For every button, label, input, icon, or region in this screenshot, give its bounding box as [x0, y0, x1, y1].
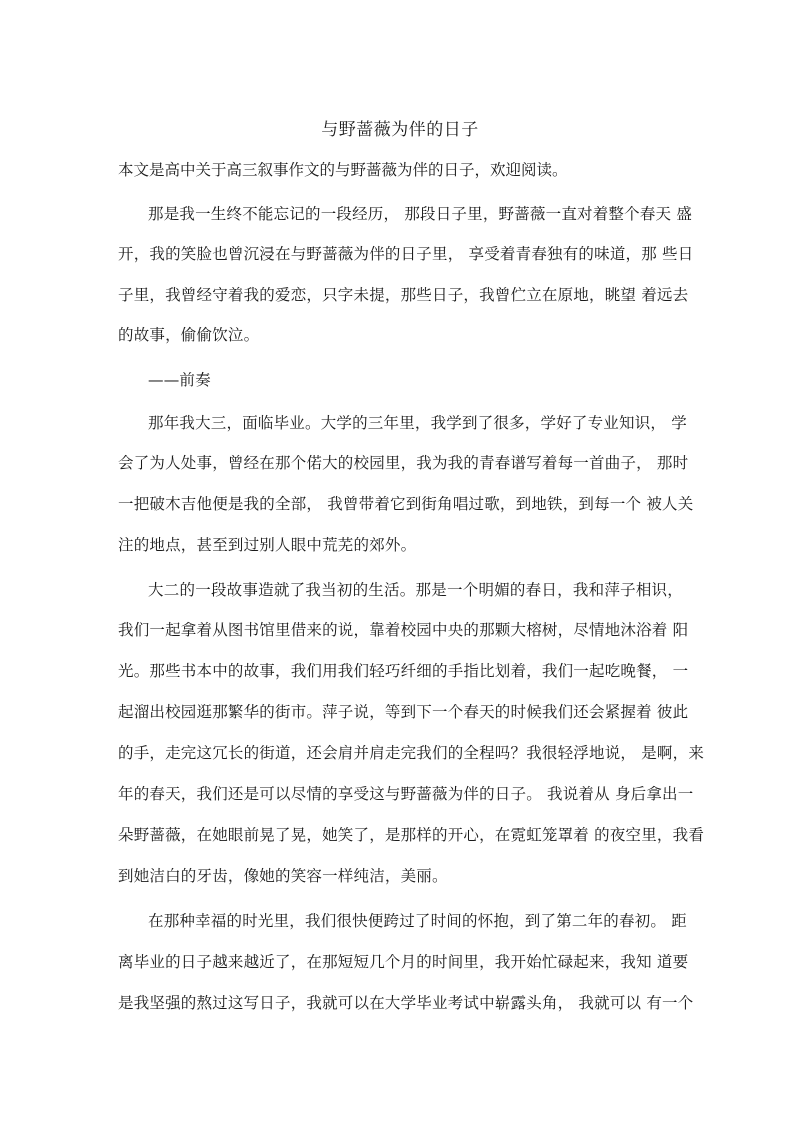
paragraph-line: 大二的一段故事造就了我当初的生活。那是一个明媚的春日，我和萍子相识， — [148, 581, 683, 599]
paragraph-line: 在那种幸福的时光里，我们很快便跨过了时间的怀抱，到了第二年的春初。 距 — [148, 912, 687, 930]
paragraph-line: 那是我一生终不能忘记的一段经历， 那段日子里，野蔷薇一直对着整个春天 盛 — [148, 205, 693, 223]
section-label: ——前奏 — [148, 371, 211, 389]
paragraph-line: 到她洁白的牙齿，像她的笑容一样纯洁，美丽。 — [118, 867, 448, 885]
paragraph-line: 那年我大三，面临毕业。大学的三年里，我学到了很多，学好了专业知识， 学 — [148, 414, 687, 432]
paragraph-line: 起溜出校园逛那繁华的街市。萍子说，等到下一个春天的时候我们还会紧握着 彼此 — [118, 703, 689, 721]
paragraph-line: 朵野蔷薇，在她眼前晃了晃，她笑了，是那样的开心，在霓虹笼罩着 的夜空里，我看 — [118, 826, 705, 844]
paragraph-line: 的手，走完这冗长的街道，还会肩并肩走完我们的全程吗？我很轻浮地说， 是啊，来 — [118, 744, 705, 762]
paragraph-line: 光。那些书本中的故事，我们用我们轻巧纤细的手指比划着，我们一起吃晚餐， 一 — [118, 662, 689, 680]
paragraph-line: 开，我的笑脸也曾沉浸在与野蔷薇为伴的日子里， 享受着青春独有的味道，那 些日 — [118, 245, 694, 263]
paragraph-line: 会了为人处事，曾经在那个偌大的校园里，我为我的青春谱写着每一首曲子， 那时 — [118, 454, 689, 472]
paragraph-line: 我们一起拿着从图书馆里借来的说，靠着校园中央的那颗大榕树，尽情地沐浴着 阳 — [118, 621, 689, 639]
paragraph-line: 的故事，偷偷饮泣。 — [118, 326, 260, 344]
paragraph-line: 一把破木吉他便是我的全部， 我曾带着它到街角唱过歌，到地铁，到每一个 被人关 — [118, 495, 694, 513]
document-title: 与野蔷薇为伴的日子 — [321, 120, 479, 140]
paragraph-line: 离毕业的日子越来越近了，在那短短几个月的时间里，我开始忙碌起来，我知 道要 — [118, 953, 689, 971]
intro-line: 本文是高中关于高三叙事作文的与野蔷薇为伴的日子，欢迎阅读。 — [118, 161, 568, 179]
paragraph-line: 子里，我曾经守着我的爱恋，只字未提，那些日子，我曾伫立在原地，眺望 着远去 — [118, 286, 689, 304]
paragraph-line: 注的地点，甚至到过别人眼中荒芜的郊外。 — [118, 536, 417, 554]
paragraph-line: 年的春天，我们还是可以尽情的享受这与野蔷薇为伴的日子。 我说着从 身后拿出一 — [118, 785, 694, 803]
paragraph-line: 是我坚强的熬过这写日子，我就可以在大学毕业考试中崭露头角， 我就可以 有一个 — [118, 994, 694, 1012]
